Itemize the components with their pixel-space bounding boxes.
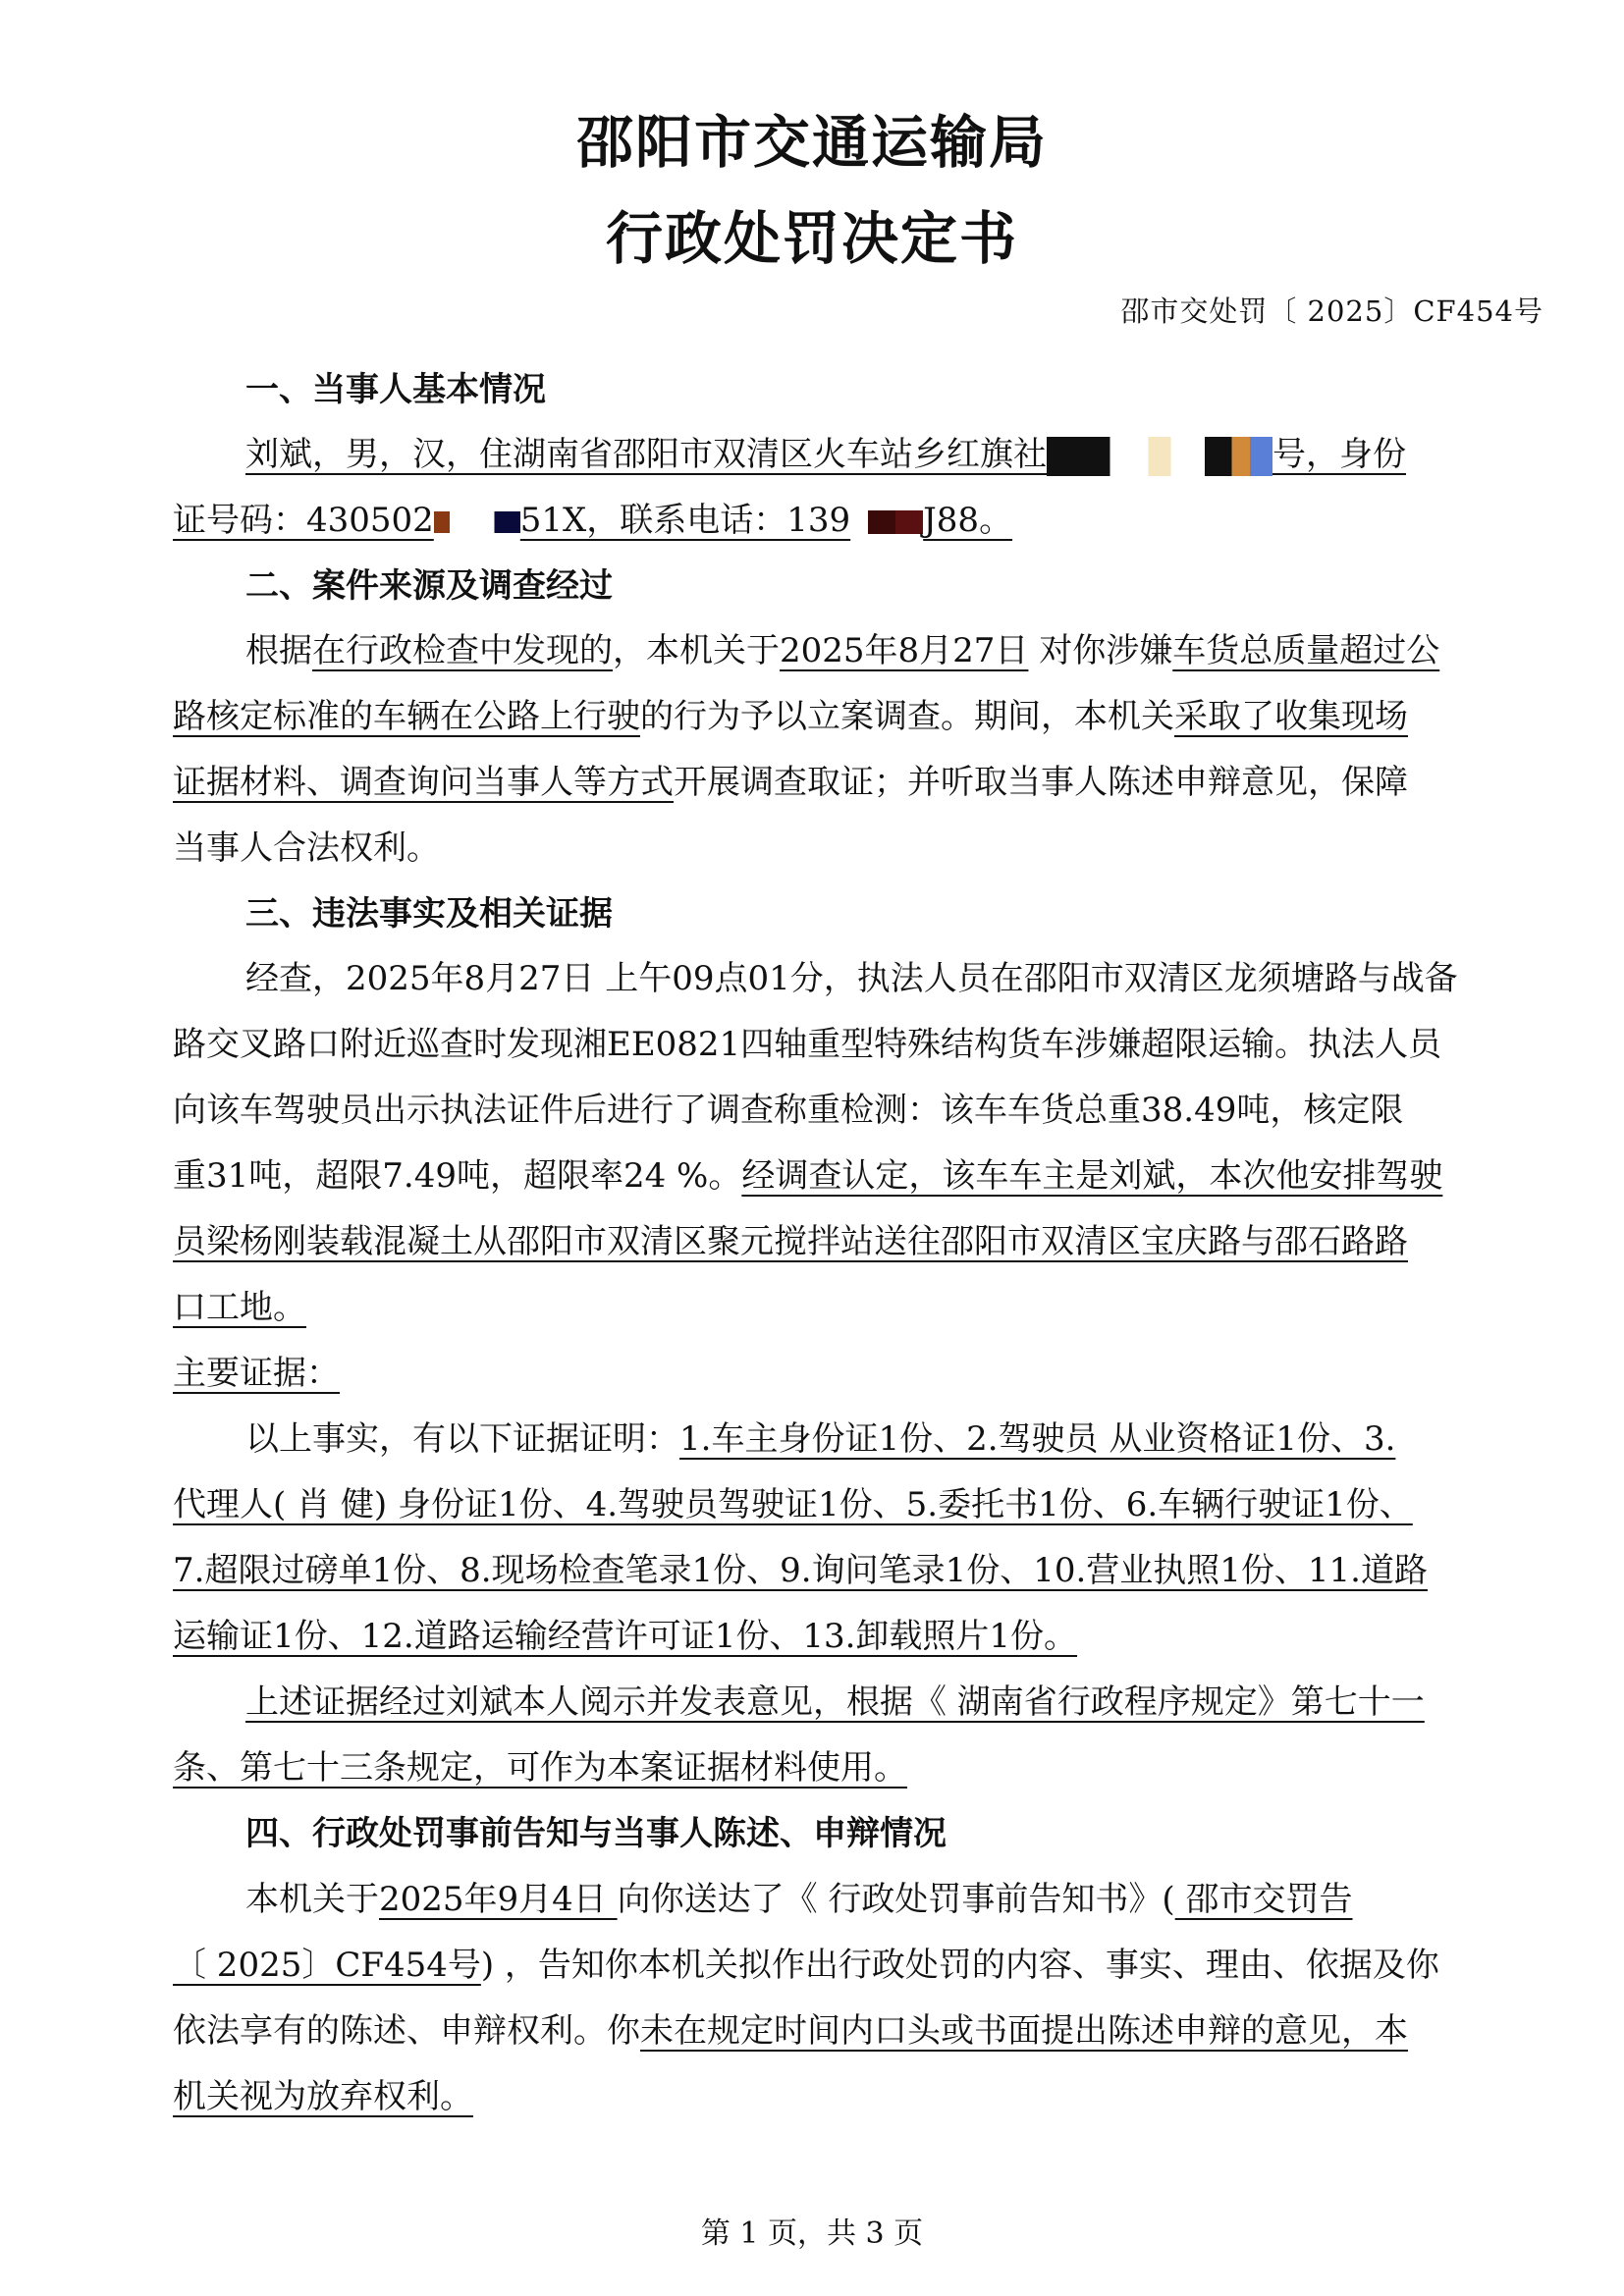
- text-segment: 本机关于: [245, 1880, 379, 1919]
- investigation-methods-cont: 证据材料、调查询问当事人等方式: [173, 763, 674, 802]
- evidence-label: 主要证据：: [173, 1354, 340, 1393]
- finding: 经调查认定，该车车主是刘斌，本次他安排驾驶: [741, 1156, 1443, 1196]
- evidence-conclusion-line-1: 上述证据经过刘斌本人阅示并发表意见，根据《 湖南省行政程序规定》第七十一: [245, 1682, 1425, 1722]
- text-segment: 重31吨，超限7.49吨，超限率24 %。: [173, 1156, 742, 1196]
- facts-line-1: 经查，2025年8月27日 上午09点01分，执法人员在邵阳市双清区龙须塘路与战备: [245, 959, 1458, 998]
- agency-title: 邵阳市交通运输局: [575, 109, 1048, 176]
- section-2-heading: 二、案件来源及调查经过: [245, 566, 613, 606]
- document-title: 行政处罚决定书: [605, 205, 1018, 272]
- redaction-block: [1047, 437, 1272, 476]
- notice-number: 邵市交罚告: [1174, 1880, 1353, 1919]
- text-segment: 开展调查取证；并听取当事人陈述申辩意见，保障: [674, 763, 1408, 802]
- party-info-line-2: [173, 496, 1012, 545]
- text-segment: ，本机关于: [613, 631, 780, 670]
- case-source-line-3: [173, 758, 1408, 807]
- redaction-block: [868, 510, 923, 534]
- text-segment: ) ，告知你本机关拟作出行政处罚的内容、事实、理由、依据及你: [480, 1946, 1439, 1985]
- notice-line-3: [173, 2006, 1408, 2056]
- text-segment: 依法享有的陈述、申辩权利。你: [173, 2011, 640, 2051]
- facts-line-2: 路交叉路口附近巡查时发现湘EE0821四轴重型特殊结构货车涉嫌超限运输。执法人员: [173, 1025, 1442, 1064]
- evidence-line-3: 7.超限过磅单1份、8.现场检查笔录1份、9.询问笔录1份、10.营业执照1份、11.道路: [173, 1551, 1428, 1590]
- party-info-line-1: [245, 430, 1406, 479]
- evidence-line-1: [245, 1415, 1395, 1464]
- facts-line-6: 口工地。: [173, 1288, 306, 1327]
- text-segment: 向你送达了《 行政处罚事前告知书》(: [617, 1880, 1175, 1919]
- text-segment: 对你涉嫌: [1028, 631, 1173, 670]
- case-source-line-1: [245, 626, 1439, 675]
- evidence-list: 1.车主身份证1份、2.驾驶员 从业资格证1份、3.: [679, 1419, 1396, 1459]
- document-number: 邵市交处罚〔 2025〕CF454号: [1120, 294, 1543, 328]
- violation-type: 车货总质量超过公: [1172, 631, 1440, 670]
- section-4-heading: 四、行政处罚事前告知与当事人陈述、申辩情况: [245, 1814, 947, 1853]
- notice-number-cont: 〔 2025〕CF454号: [173, 1946, 481, 1985]
- case-source-line-4: 当事人合法权利。: [173, 828, 440, 868]
- section-3-heading: 三、违法事实及相关证据: [245, 894, 613, 934]
- id-number-suffix-phone: 51X，联系电话：139: [519, 501, 851, 540]
- violation-type-cont: 路核定标准的车辆在公路上行驶: [173, 697, 640, 736]
- evidence-line-2: 代理人( 肖 健) 身份证1份、4.驾驶员驾驶证1份、5.委托书1份、6.车辆行驶证1份、: [173, 1485, 1413, 1524]
- section-1-heading: 一、当事人基本情况: [245, 370, 546, 409]
- case-source: 在行政检查中发现的: [312, 631, 613, 670]
- text-segment: 的行为予以立案调查。期间，本机关: [640, 697, 1174, 736]
- redaction-block: [434, 511, 520, 533]
- facts-line-4: [173, 1151, 1442, 1201]
- filing-date: 2025年8月27日: [780, 631, 1029, 670]
- evidence-conclusion-line-2: 条、第七十三条规定，可作为本案证据材料使用。: [173, 1748, 907, 1788]
- id-number-prefix: 证号码：430502: [173, 501, 434, 540]
- waiver-statement: 未在规定时间内口头或书面提出陈述申辩的意见，本: [640, 2011, 1408, 2051]
- party-name-address: 刘斌，男，汉，住湖南省邵阳市双清区火车站乡红旗社: [245, 435, 1047, 474]
- text-segment: 根据: [245, 631, 312, 670]
- party-address-suffix: 号，身份: [1272, 435, 1406, 474]
- facts-line-5: 员梁杨刚装载混凝土从邵阳市双清区聚元搅拌站送往邵阳市双清区宝庆路与邵石路路: [173, 1222, 1408, 1261]
- text-segment: 以上事实，有以下证据证明：: [245, 1419, 679, 1459]
- notice-line-4: 机关视为放弃权利。: [173, 2077, 473, 2116]
- facts-line-3: 向该车驾驶员出示执法证件后进行了调查称重检测：该车车货总重38.49吨，核定限: [173, 1091, 1404, 1130]
- notice-date: 2025年9月4日: [379, 1880, 618, 1919]
- phone-suffix: J88。: [923, 501, 1013, 540]
- page-indicator: 第 1 页，共 3 页: [700, 2216, 924, 2251]
- case-source-line-2: [173, 692, 1408, 741]
- evidence-line-4: 运输证1份、12.道路运输经营许可证1份、13.卸载照片1份。: [173, 1617, 1078, 1656]
- notice-line-2: [173, 1941, 1439, 1990]
- investigation-methods: 采取了收集现场: [1174, 697, 1408, 736]
- notice-line-1: [245, 1875, 1353, 1924]
